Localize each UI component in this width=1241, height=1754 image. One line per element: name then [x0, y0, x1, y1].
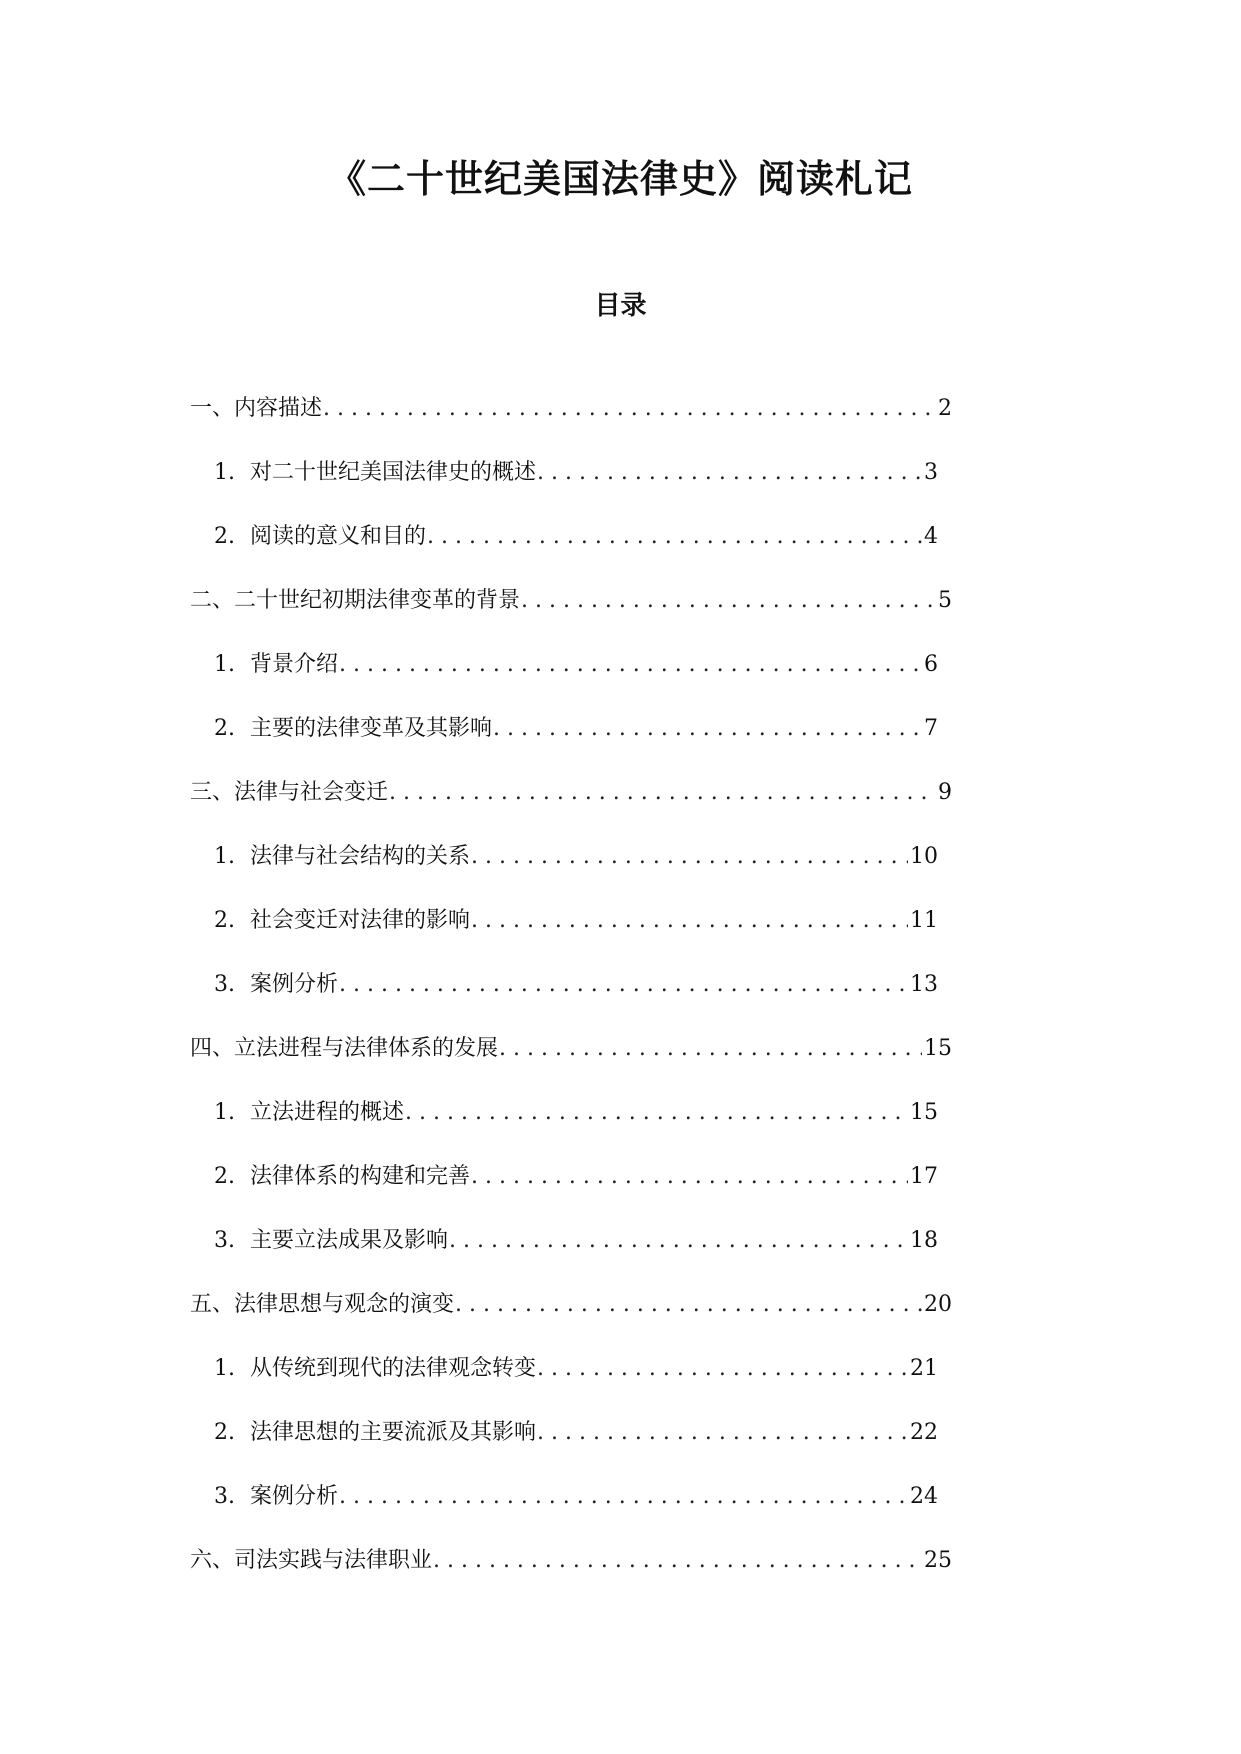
document-title: 《二十世纪美国法律史》阅读札记 [327, 156, 913, 201]
toc-page-number: 10 [910, 844, 938, 869]
toc-entry-number: 2. [214, 1420, 235, 1445]
toc-entry[interactable] [214, 512, 938, 552]
toc-page-number: 3 [924, 460, 938, 485]
toc-entry[interactable] [190, 1024, 952, 1064]
toc-entry-number: 2. [214, 1164, 235, 1189]
toc-leader-dots [427, 522, 922, 552]
toc-entry[interactable] [190, 1280, 952, 1320]
toc-entry[interactable] [214, 896, 938, 936]
toc-entry-label: 案例分析 [250, 972, 339, 997]
toc-entry[interactable] [214, 448, 938, 488]
toc-entry-label: 立法进程的概述 [250, 1100, 405, 1125]
toc-entry-number: 1. [214, 460, 235, 485]
toc-entry[interactable] [190, 384, 952, 424]
toc-entry[interactable] [214, 1472, 938, 1512]
toc-page-number: 25 [924, 1548, 952, 1573]
toc-entry-label: 法律思想的主要流派及其影响 [250, 1420, 537, 1445]
toc-leader-dots [493, 714, 922, 744]
toc-entry[interactable] [214, 1408, 938, 1448]
toc-entry-number: 1. [214, 1100, 235, 1125]
toc-page-number: 17 [910, 1164, 938, 1189]
toc-entry[interactable] [190, 768, 952, 808]
toc-entry-number: 1. [214, 844, 235, 869]
toc-heading: 目录 [594, 291, 647, 321]
toc-leader-dots [433, 1546, 922, 1576]
toc-entry-number: 2. [214, 908, 235, 933]
toc-entry[interactable] [214, 640, 938, 680]
toc-entry-number: 2. [214, 716, 235, 741]
toc-entry-label: 从传统到现代的法律观念转变 [250, 1356, 537, 1381]
toc-leader-dots [389, 778, 936, 808]
toc-entry[interactable] [214, 1152, 938, 1192]
toc-entry-label: 六、司法实践与法律职业 [190, 1548, 433, 1573]
toc-page-number: 2 [938, 396, 952, 421]
toc-entry-label: 背景介绍 [250, 652, 339, 677]
toc-entry-number: 1. [214, 652, 235, 677]
toc-leader-dots [499, 1034, 922, 1064]
toc-page-number: 22 [910, 1420, 938, 1445]
toc-leader-dots [449, 1226, 908, 1256]
toc-entry-number: 1. [214, 1356, 235, 1381]
toc-entry-label: 社会变迁对法律的影响 [250, 908, 471, 933]
toc-page-number: 13 [910, 972, 938, 997]
toc-leader-dots [405, 1098, 908, 1128]
toc-leader-dots [455, 1290, 922, 1320]
toc-entry-label: 阅读的意义和目的 [250, 524, 427, 549]
toc-entry[interactable] [190, 1536, 952, 1576]
toc-page-number: 15 [924, 1036, 952, 1061]
toc-entry-label: 三、法律与社会变迁 [190, 780, 389, 805]
toc-entry-label: 四、立法进程与法律体系的发展 [190, 1036, 499, 1061]
toc-page-number: 21 [910, 1356, 938, 1381]
toc-entry-label: 主要的法律变革及其影响 [250, 716, 493, 741]
toc-leader-dots [521, 586, 936, 616]
toc-leader-dots [323, 394, 936, 424]
toc-entry[interactable] [214, 832, 938, 872]
toc-entry-number: 3. [214, 1228, 235, 1253]
toc-entry[interactable] [214, 960, 938, 1000]
toc-leader-dots [471, 906, 908, 936]
toc-entry[interactable] [214, 1216, 938, 1256]
toc-leader-dots [339, 650, 922, 680]
toc-page-number: 7 [924, 716, 938, 741]
toc-leader-dots [471, 1162, 908, 1192]
toc-entry-label: 一、内容描述 [190, 396, 323, 421]
toc-entry[interactable] [214, 704, 938, 744]
toc-entry-number: 2. [214, 524, 235, 549]
toc-entry-number: 3. [214, 972, 235, 997]
toc-leader-dots [471, 842, 908, 872]
toc-leader-dots [537, 458, 922, 488]
toc-page-number: 4 [924, 524, 938, 549]
toc-leader-dots [339, 970, 908, 1000]
toc-entry[interactable] [214, 1344, 938, 1384]
toc-page-number: 18 [910, 1228, 938, 1253]
toc-entry-label: 法律体系的构建和完善 [250, 1164, 471, 1189]
toc-entry-label: 对二十世纪美国法律史的概述 [250, 460, 537, 485]
toc-entry-label: 五、法律思想与观念的演变 [190, 1292, 455, 1317]
toc-leader-dots [537, 1354, 908, 1384]
toc-leader-dots [339, 1482, 908, 1512]
toc-page-number: 11 [910, 908, 938, 933]
toc-page-number: 6 [924, 652, 938, 677]
toc-entry[interactable] [190, 576, 952, 616]
toc-entry-label: 法律与社会结构的关系 [250, 844, 471, 869]
toc-entry-label: 二、二十世纪初期法律变革的背景 [190, 588, 521, 613]
toc-entry[interactable] [214, 1088, 938, 1128]
toc-leader-dots [537, 1418, 908, 1448]
toc-entry-label: 主要立法成果及影响 [250, 1228, 449, 1253]
toc-page-number: 9 [938, 780, 952, 805]
toc-page-number: 20 [924, 1292, 952, 1317]
toc-entry-number: 3. [214, 1484, 235, 1509]
toc-page-number: 15 [910, 1100, 938, 1125]
toc-page-number: 5 [938, 588, 952, 613]
toc-entry-label: 案例分析 [250, 1484, 339, 1509]
toc-page-number: 24 [910, 1484, 938, 1509]
